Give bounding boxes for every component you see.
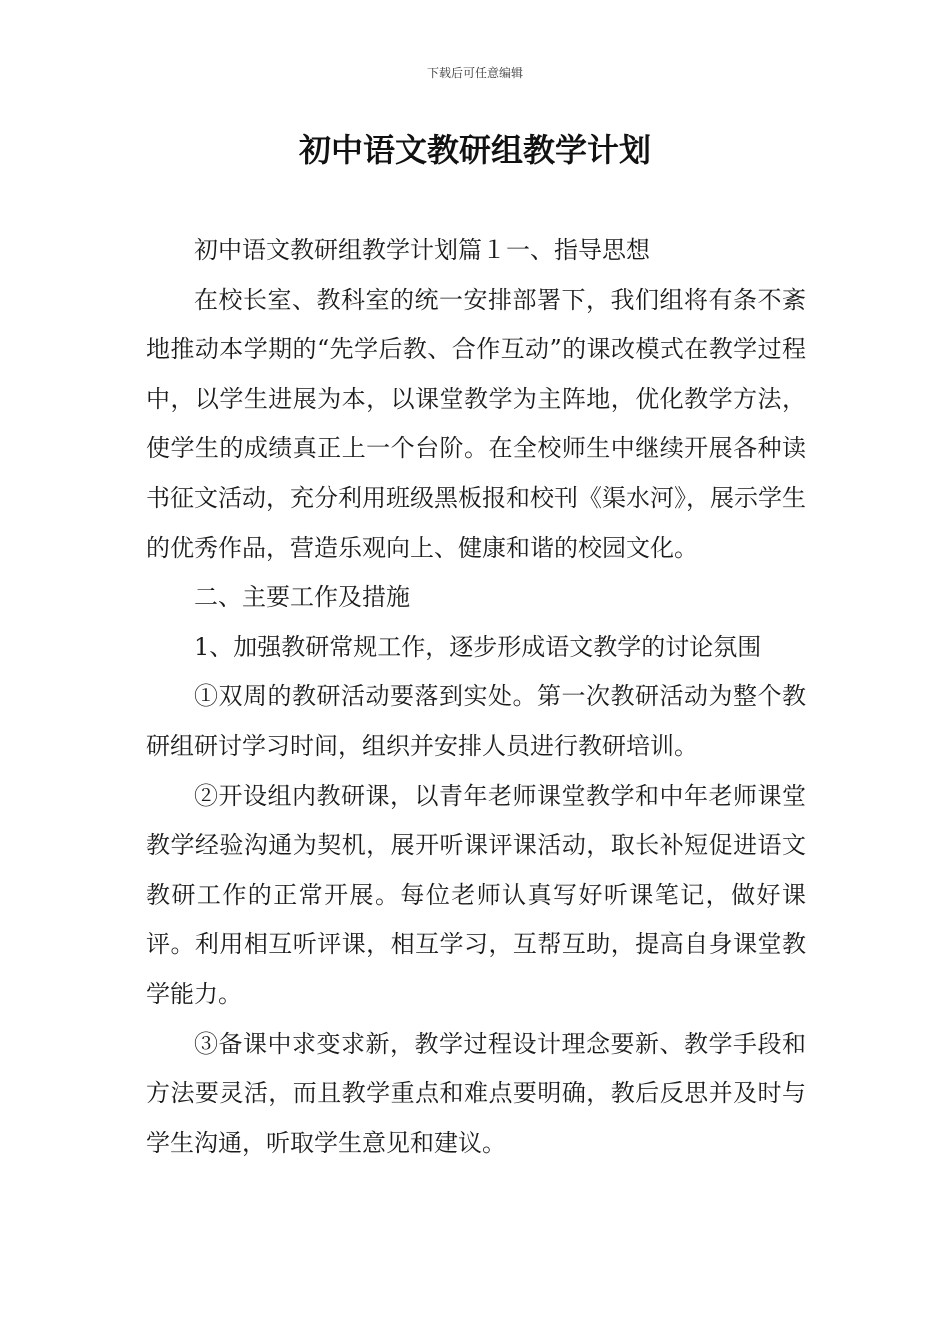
paragraph: ③备课中求变求新，教学过程设计理念要新、教学手段和方法要灵活，而且教学重点和难点要明确，教后反思并及时与学生沟通，听取学生意见和建议。	[146, 1029, 806, 1157]
document-title: 初中语文教研组教学计划	[298, 131, 651, 169]
paragraph: ①双周的教研活动要落到实处。第一次教研活动为整个教研组研讨学习时间，组织并安排人员进行教研培训。	[146, 682, 806, 760]
header-note: 下载后可任意编辑	[426, 66, 523, 80]
paragraph-section-heading: 初中语文教研组教学计划篇１一、指导思想	[194, 236, 650, 264]
paragraph-section-heading: 二、主要工作及措施	[194, 583, 410, 612]
paragraph: 在校长室、教科室的统一安排部署下，我们组将有条不紊地推动本学期的“先学后教、合作互动”的课改模式在教学过程中，以学生进展为本，以课堂教学为主阵地，优化教学方法，使学生的成绩真正上一个台阶。在全校师生中继续开展各种读书征文活动，充分利用班级黑板报和校刊《渠水河》，展示学生的优秀作品，营造乐观向上、健康和谐的校园文化。	[146, 285, 806, 562]
paragraph-subheading: 1、加强教研常规工作，逐步形成语文教学的讨论氛围	[194, 632, 762, 661]
paragraph: ②开设组内教研课，以青年老师课堂教学和中年老师课堂教学经验沟通为契机，展开听课评课活动，取长补短促进语文教研工作的正常开展。每位老师认真写好听课笔记，做好课评。利用相互听评课，相互学习，互帮互助，提高自身课堂教学能力。	[146, 781, 806, 1008]
document-body	[146, 226, 806, 1168]
